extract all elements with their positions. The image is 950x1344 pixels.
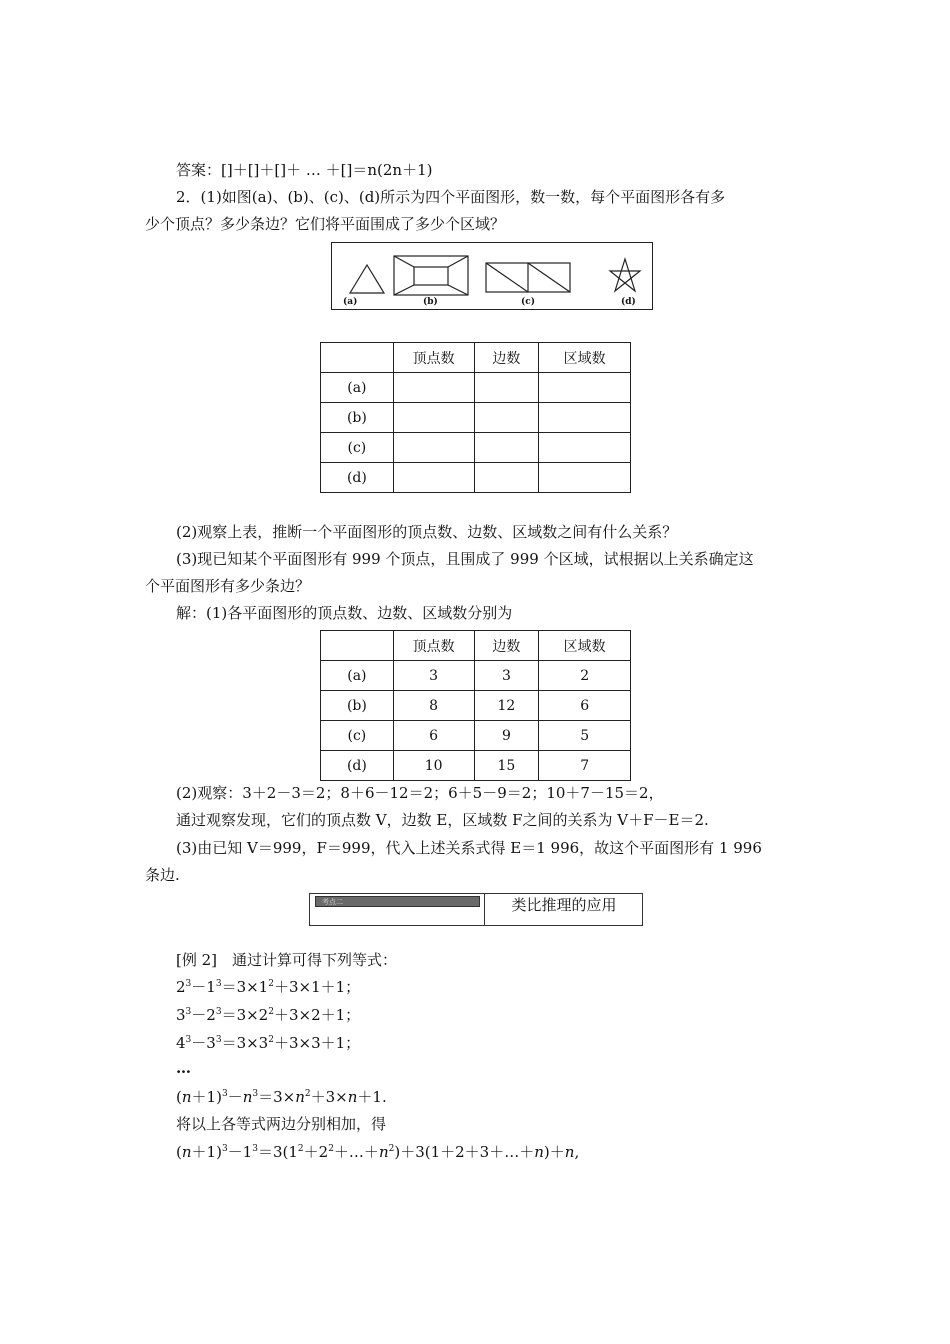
table-cell	[393, 373, 474, 403]
q2-part3-line2: 个平面图形有多少条边？	[145, 577, 311, 595]
example2-intro: [例 2] 通过计算可得下列等式：	[176, 951, 398, 969]
table-cell: (d)	[321, 751, 394, 781]
table-row	[321, 403, 631, 433]
table-cell	[539, 463, 631, 493]
table-cell	[474, 463, 539, 493]
table-row	[321, 751, 631, 781]
table-cell: 顶点数	[393, 343, 474, 373]
table-cell	[393, 463, 474, 493]
star-figure	[610, 259, 640, 291]
table-cell: 顶点数	[393, 631, 474, 661]
table-cell	[539, 403, 631, 433]
table-cell	[393, 403, 474, 433]
section-tag: 考点二	[315, 896, 480, 907]
table-cell: 6	[539, 691, 631, 721]
table-row	[321, 373, 631, 403]
empty-table	[320, 342, 631, 493]
table-cell: 边数	[474, 631, 539, 661]
table-row	[321, 661, 631, 691]
table-cell: 区域数	[539, 631, 631, 661]
filled-table	[320, 630, 631, 781]
sum-equation-line: $(n+1)^3-1^3=3(1^2+2^2+\dots+n^2)+3(1+2+3+\dots+n)+n$,	[176, 1143, 580, 1161]
table-cell	[321, 631, 394, 661]
equation-line-1: $2^3-1^3=3\times 1^2+3\times 1+1$；	[176, 978, 361, 996]
section-banner	[309, 893, 643, 926]
answer-line	[176, 160, 432, 180]
solution-intro: 解：(1)各平面图形的顶点数、边数、区域数分别为	[176, 604, 513, 622]
table-cell: (b)	[321, 403, 394, 433]
table-cell: (a)	[321, 373, 394, 403]
figure-label-a: (a)	[343, 297, 358, 307]
table-cell: 9	[474, 721, 539, 751]
table-cell	[321, 343, 394, 373]
table-cell: (c)	[321, 433, 394, 463]
table-cell: 3	[393, 661, 474, 691]
conclusion-line: 通过观察发现，它们的顶点数 V，边数 E，区域数 F之间的关系为 V＋F－E＝2.	[176, 811, 709, 829]
table-row	[321, 433, 631, 463]
table-row	[321, 691, 631, 721]
section-title: 类比推理的应用	[484, 894, 643, 925]
table-cell: 边数	[474, 343, 539, 373]
q2-part1-line1: 2．(1)如图(a)、(b)、(c)、(d)所示为四个平面图形，数一数，每个平面图形各有多	[176, 188, 726, 206]
table-cell: (a)	[321, 661, 394, 691]
table-cell	[474, 403, 539, 433]
table-cell: (c)	[321, 721, 394, 751]
table-row	[321, 721, 631, 751]
figures-drawing	[332, 243, 652, 309]
part3-solution-line1: (3)由已知 V＝999，F＝999，代入上述关系式得 E＝1 996，故这个平面图形有 1 996	[176, 839, 762, 857]
figure-label-c: (c)	[521, 297, 535, 307]
combine-line: 将以上各等式两边分别相加，得	[176, 1115, 387, 1133]
table-cell: 10	[393, 751, 474, 781]
figures-box	[331, 242, 653, 310]
equation-line-3: $4^3-3^3=3\times 3^2+3\times 3+1$；	[176, 1034, 361, 1052]
table-cell: 3	[474, 661, 539, 691]
table-cell: 2	[539, 661, 631, 691]
table-cell: 8	[393, 691, 474, 721]
q2-part2: (2)观察上表，推断一个平面图形的顶点数、边数、区域数之间有什么关系？	[176, 523, 678, 541]
table-cell: 7	[539, 751, 631, 781]
table-row	[321, 463, 631, 493]
table-cell	[539, 373, 631, 403]
ellipsis-line: …	[176, 1059, 191, 1077]
table-cell: (b)	[321, 691, 394, 721]
equation-line-2: $3^3-2^3=3\times 2^2+3\times 2+1$；	[176, 1006, 361, 1024]
table-cell	[539, 433, 631, 463]
table-cell: 5	[539, 721, 631, 751]
figure-label-d: (d)	[621, 297, 636, 307]
answer-text: 答案：[]＋[]＋[]＋ … ＋[]＝n(2n＋1)	[176, 161, 433, 179]
table-cell: 15	[474, 751, 539, 781]
triangle-figure	[350, 265, 384, 293]
table-cell: (d)	[321, 463, 394, 493]
table-cell: 区域数	[539, 343, 631, 373]
table-cell: 6	[393, 721, 474, 751]
table-cell	[474, 373, 539, 403]
part3-solution-line2: 条边.	[145, 866, 180, 884]
observation-line: (2)观察：3＋2－3＝2；8＋6－12＝2；6＋5－9＝2；10＋7－15＝2，	[176, 784, 664, 802]
table-header-row	[321, 631, 631, 661]
figure-label-b: (b)	[423, 297, 438, 307]
equation-line-general: $(n+1)^3-n^3=3\times n^2+3\times n+1$.	[176, 1088, 387, 1106]
q2-part3-line1: (3)现已知某个平面图形有 999 个顶点，且围成了 999 个区域，试根据以上关系确定这	[176, 550, 754, 568]
table-header-row	[321, 343, 631, 373]
table-cell: 12	[474, 691, 539, 721]
table-cell	[474, 433, 539, 463]
q2-part1-line2: 少个顶点？多少条边？它们将平面围成了多少个区域？	[145, 215, 506, 233]
table-cell	[393, 433, 474, 463]
